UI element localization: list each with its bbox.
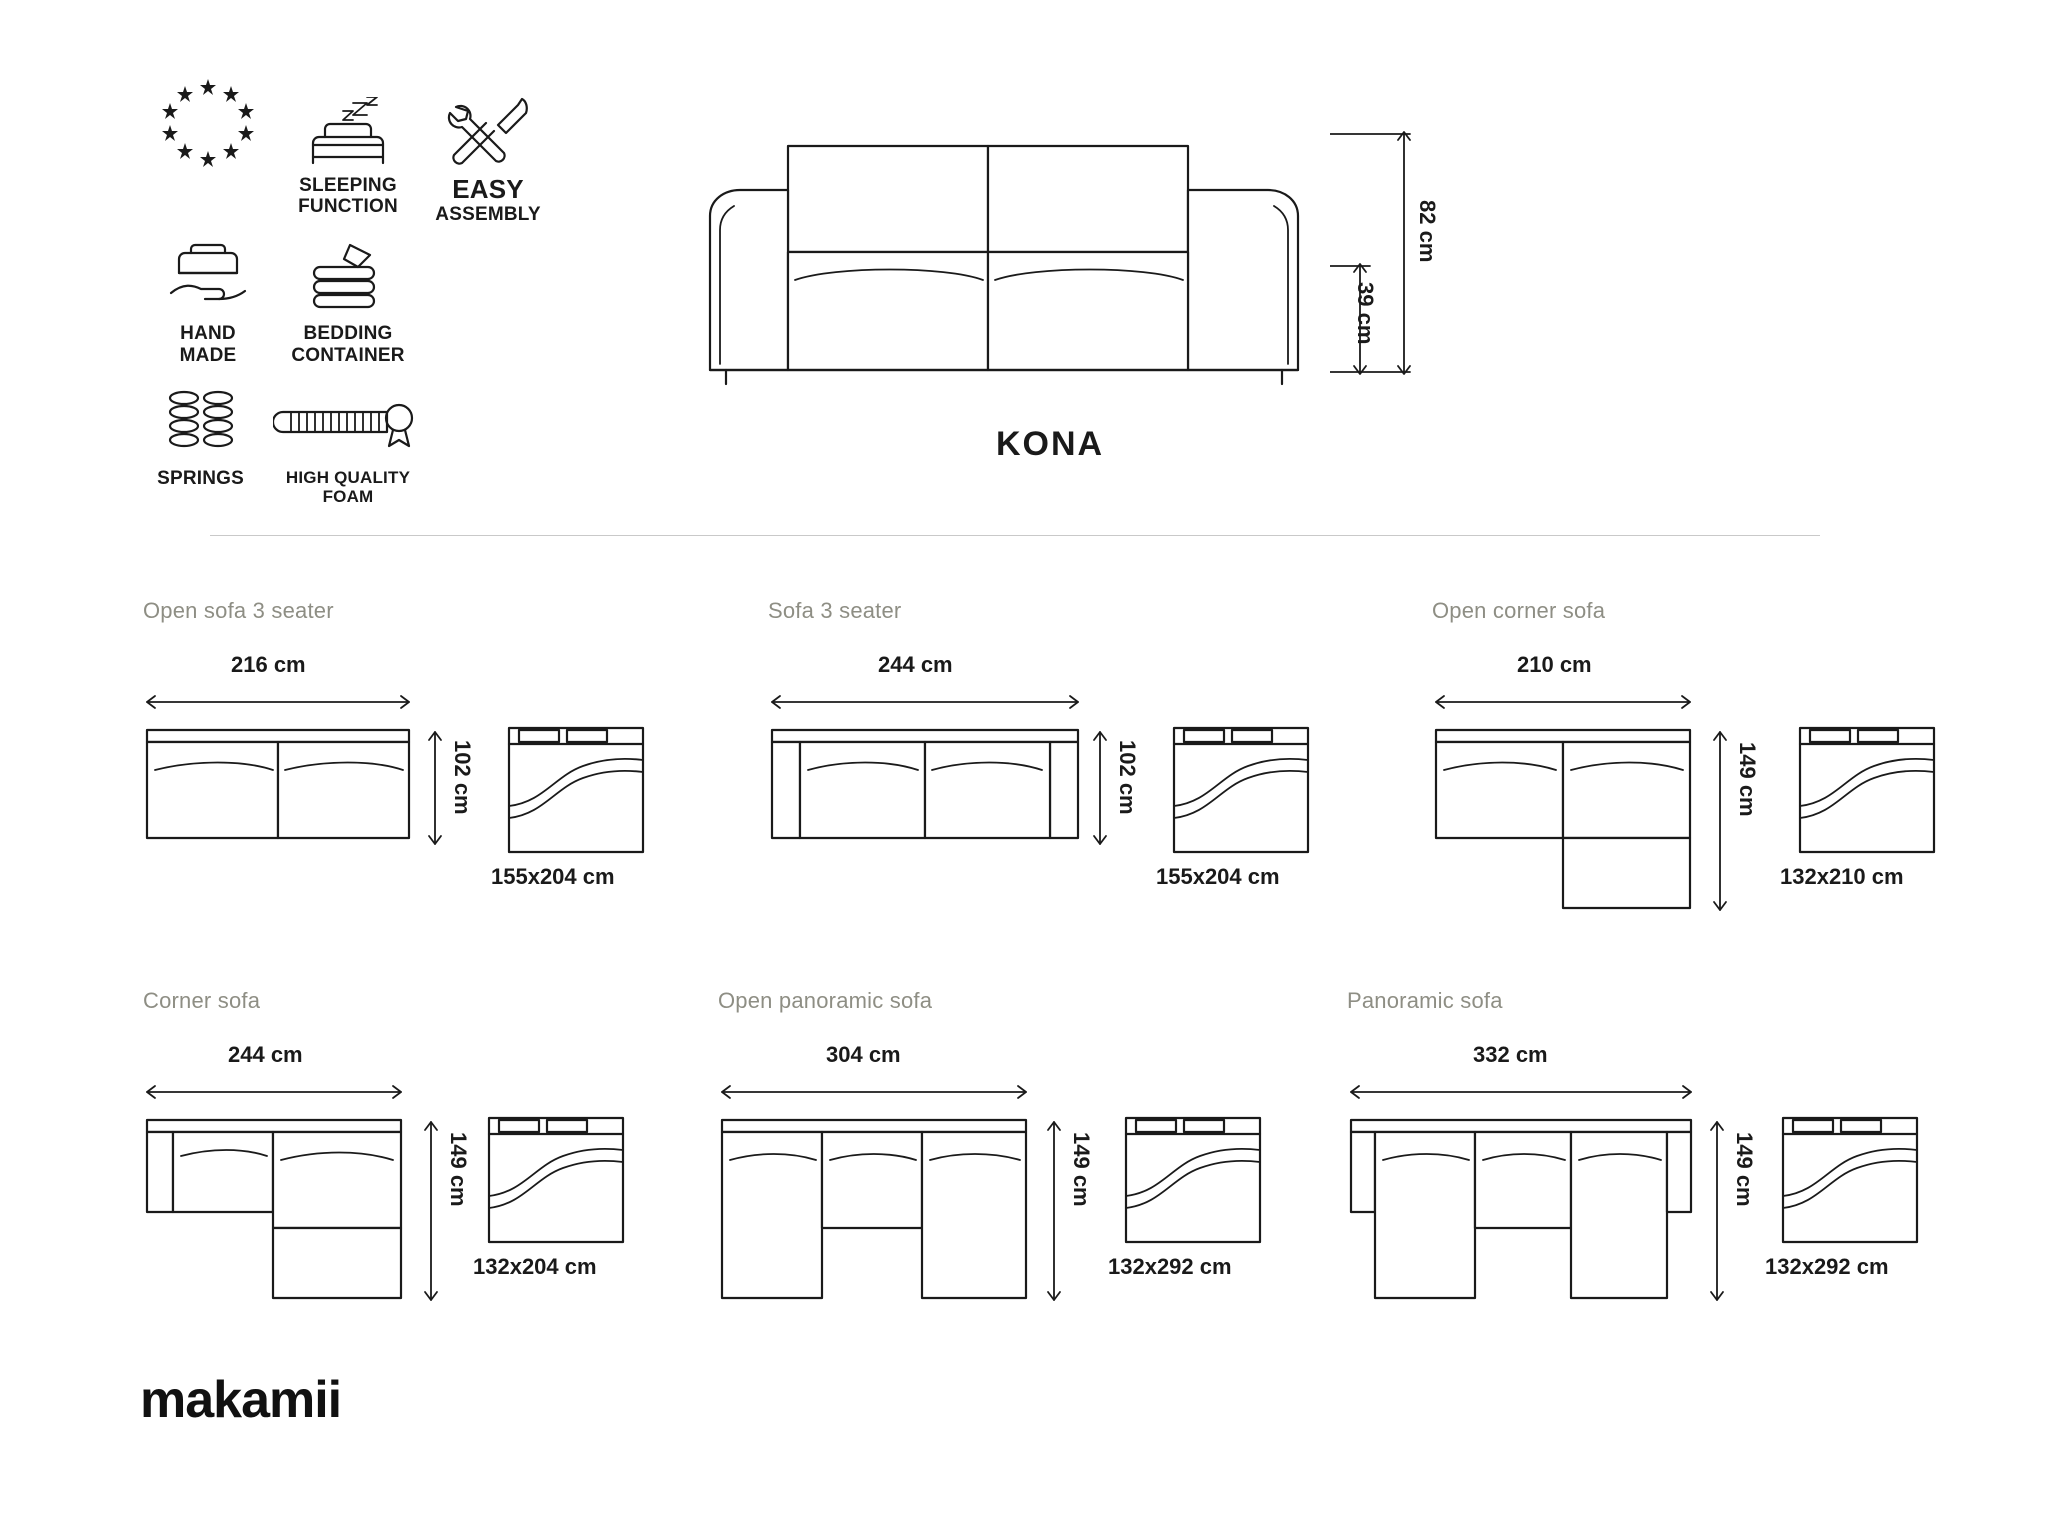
- depth-label: 149 cm: [446, 1132, 471, 1207]
- width-arrow: [143, 692, 413, 712]
- width-label: 332 cm: [1473, 1042, 1548, 1067]
- bed-size-label: 155x204 cm: [1156, 864, 1280, 889]
- variant-title: Corner sofa: [143, 988, 261, 1013]
- sleeping-sofa-icon: [278, 95, 418, 167]
- variant-title: Panoramic sofa: [1347, 988, 1503, 1013]
- variant-panoramic-sofa: [1347, 988, 1967, 1279]
- depth-label: 102 cm: [1115, 740, 1140, 815]
- bed-size-label: 132x204 cm: [473, 1254, 597, 1279]
- variant-title: Open sofa 3 seater: [143, 598, 334, 623]
- variant-open-sofa-3-seater: [143, 598, 763, 889]
- variant-topview: [1347, 1116, 1703, 1306]
- feature-label: SLEEPING: [299, 175, 397, 196]
- variant-topview: [143, 726, 423, 856]
- feature-label-2: FUNCTION: [298, 196, 398, 218]
- variant-body: [768, 630, 1388, 889]
- variant-topview: [718, 1116, 1038, 1306]
- feature-label: BEDDING: [303, 323, 393, 345]
- variant-body: [143, 630, 763, 889]
- feature-made-in-eu: [138, 95, 278, 175]
- feature-label: SPRINGS: [157, 467, 245, 489]
- depth-label: 102 cm: [450, 740, 475, 815]
- feature-high-quality-foam: [263, 388, 433, 506]
- bed-size-label: 132x292 cm: [1108, 1254, 1232, 1279]
- variant-title: Open panoramic sofa: [718, 988, 933, 1013]
- eu-stars-icon: [138, 95, 278, 167]
- variant-topview: [1432, 726, 1704, 916]
- variant-topview: [768, 726, 1088, 856]
- bedding-stack-icon: [278, 243, 418, 315]
- depth-arrow: [1707, 1116, 1727, 1306]
- hero-height-label: 82 cm: [1415, 200, 1440, 263]
- depth-label: 149 cm: [1069, 1132, 1094, 1207]
- depth-arrow: [1710, 726, 1730, 916]
- feature-label: EASY: [452, 174, 524, 204]
- bed-size-label: 132x292 cm: [1765, 1254, 1889, 1279]
- width-arrow: [1347, 1082, 1695, 1102]
- features-row-1: [138, 95, 558, 225]
- feature-hand-made: [138, 243, 278, 366]
- variant-open-panoramic-sofa: [718, 988, 1338, 1279]
- depth-arrow: [1044, 1116, 1064, 1306]
- width-arrow: [718, 1082, 1030, 1102]
- width-label: 304 cm: [826, 1042, 901, 1067]
- feature-label-2: ASSEMBLY: [435, 204, 541, 226]
- variant-open-corner-sofa: [1432, 598, 2046, 889]
- feature-sleeping-function: [278, 95, 418, 218]
- bed-drawing: [503, 722, 649, 856]
- variant-body: [143, 1020, 763, 1279]
- width-label: 244 cm: [878, 652, 953, 677]
- hand-sofa-icon: [138, 243, 278, 315]
- variant-title: Open corner sofa: [1432, 598, 1606, 623]
- hero-seat-height-label: 39 cm: [1353, 282, 1378, 345]
- width-arrow: [768, 692, 1082, 712]
- width-label: 244 cm: [228, 1042, 303, 1067]
- width-label: 216 cm: [231, 652, 306, 677]
- bed-drawing: [483, 1112, 629, 1246]
- bed-size-label: 155x204 cm: [491, 864, 615, 889]
- features-block: [138, 95, 558, 506]
- hero-sofa-drawing: [700, 120, 1400, 400]
- variant-title: Sofa 3 seater: [768, 598, 902, 623]
- variant-body: [1347, 1020, 1967, 1279]
- variant-corner-sofa: [143, 988, 763, 1279]
- width-arrow: [1432, 692, 1694, 712]
- tools-icon: [418, 95, 558, 167]
- feature-easy-assembly: [418, 95, 558, 225]
- bed-drawing: [1794, 722, 1940, 856]
- depth-arrow: [421, 1116, 441, 1306]
- width-arrow: [143, 1082, 405, 1102]
- feature-label: HIGH QUALITY: [285, 467, 411, 487]
- width-label: 210 cm: [1517, 652, 1592, 677]
- feature-bedding-container: [278, 243, 418, 366]
- depth-arrow: [1090, 726, 1110, 851]
- bed-size-label: 132x210 cm: [1780, 864, 1904, 889]
- depth-label: 149 cm: [1735, 742, 1760, 817]
- springs-icon: [138, 388, 263, 460]
- brand-name: makamii: [140, 1371, 342, 1429]
- depth-label: 149 cm: [1732, 1132, 1757, 1207]
- variant-topview: [143, 1116, 415, 1306]
- feature-label-2: MADE: [179, 344, 237, 366]
- feature-label-2: CONTAINER: [291, 344, 405, 366]
- feature-label-2: FOAM: [322, 486, 374, 506]
- product-name: KONA: [995, 425, 1105, 463]
- feature-springs: [138, 388, 263, 489]
- depth-arrow: [425, 726, 445, 851]
- brand-logo: [140, 1370, 341, 1430]
- feature-label: HAND: [180, 323, 236, 345]
- foam-roll-icon: [263, 388, 433, 460]
- section-divider: [210, 535, 1820, 536]
- bed-drawing: [1777, 1112, 1923, 1246]
- features-row-3: [138, 388, 558, 506]
- variant-body: [718, 1020, 1338, 1279]
- bed-drawing: [1120, 1112, 1266, 1246]
- bed-drawing: [1168, 722, 1314, 856]
- features-row-2: [138, 243, 558, 366]
- variant-body: [1432, 630, 2046, 889]
- variant-sofa-3-seater: [768, 598, 1388, 889]
